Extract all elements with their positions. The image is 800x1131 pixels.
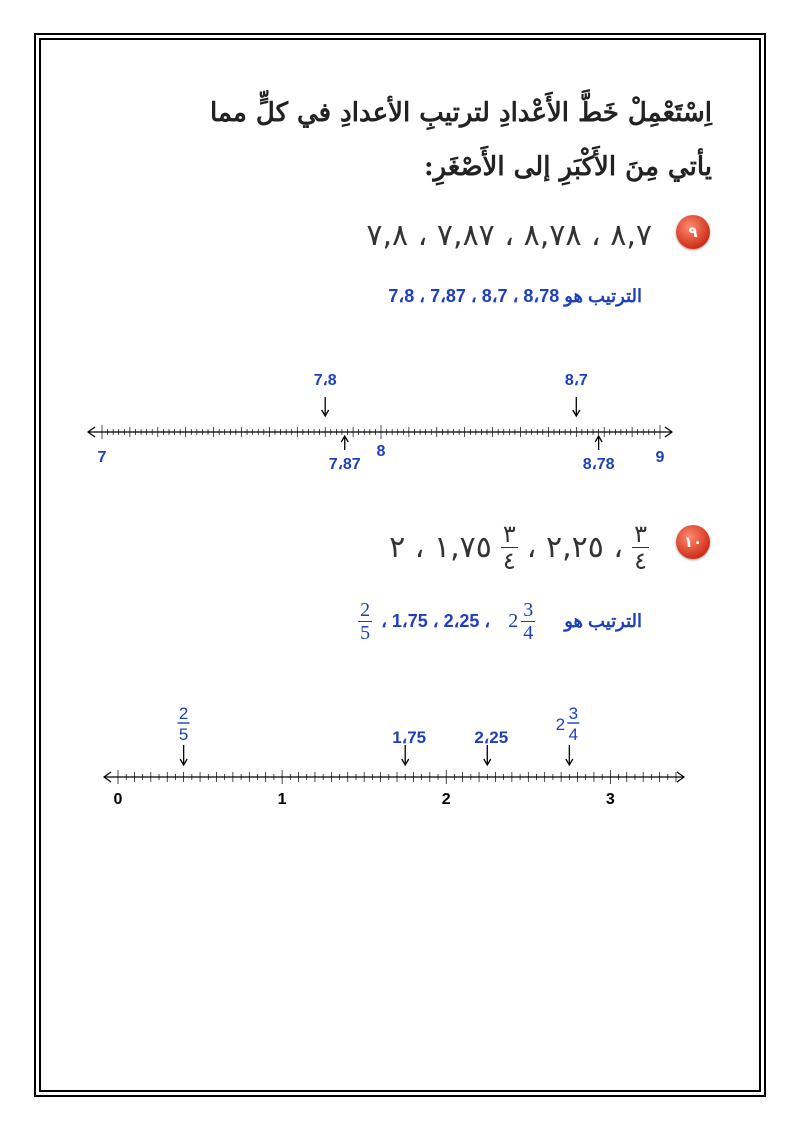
number-line-2 [96, 695, 696, 815]
instruction-line-2: يأتي مِنَ الأَكْبَرِ إلى الأَصْغَرِ: [423, 152, 712, 182]
problem-9-answer [388, 286, 642, 307]
problem-10-fraction-1: $\frac{٣}{٤}$ [634, 520, 647, 575]
answer-sequence: 8،78 ، 8،7 ، 7،87 ، 7،8 [388, 286, 560, 306]
problem-10-badge: ١٠ [676, 525, 710, 559]
marker-label: 8،78 [582, 456, 615, 473]
axis-label: 1 [277, 791, 287, 808]
marker-mixed-whole: 2 [555, 715, 566, 734]
marker-label: 7،8 [313, 372, 337, 389]
answer-label: الترتيب هو [564, 611, 642, 631]
instruction-line-1: اِسْتَعْمِلْ خَطَّ الأَعْدادِ لترتيبِ الأعدادِ في كلٍّ مما [209, 98, 712, 128]
axis-label: 9 [655, 449, 665, 466]
marker-label: 7،87 [328, 456, 361, 473]
problem-10-answer [355, 600, 642, 643]
axis-label: 7 [97, 449, 107, 466]
marker-fraction-den: 4 [568, 725, 579, 744]
marker-fraction-den: 5 [178, 725, 189, 744]
marker-fraction-num: 2 [178, 704, 189, 723]
axis-label: 3 [605, 791, 615, 808]
problem-10-numbers: $\frac{٣}{٤}$ ، ٢,٢٥ ، $\frac{٣}{٤}$ ١,٧٥ ، ٢ [389, 520, 647, 575]
marker-label: 1،75 [392, 728, 427, 747]
marker-label: 8،7 [564, 372, 588, 389]
axis-label: 0 [113, 791, 123, 808]
marker-label: 2،25 [474, 728, 509, 747]
answer-mixed-number: 2 $\frac{3}{4}$ [508, 599, 534, 644]
marker-fraction-num: 3 [568, 704, 579, 723]
axis-label: 8 [376, 443, 386, 460]
problem-9-numbers: ٨,٧ ، ٨,٧٨ ، ٧,٨٧ ، ٧,٨ [366, 218, 652, 253]
answer-sequence: ، 2،25 ، 1،75 ، [381, 611, 491, 631]
answer-label: الترتيب هو [564, 286, 642, 306]
problem-9-badge: ٩ [676, 215, 710, 249]
problem-10-fraction-2: $\frac{٣}{٤}$ [502, 520, 516, 575]
number-line-1 [80, 360, 680, 480]
axis-label: 2 [441, 791, 451, 808]
answer-fraction: $\frac{2}{5}$ [360, 599, 371, 644]
